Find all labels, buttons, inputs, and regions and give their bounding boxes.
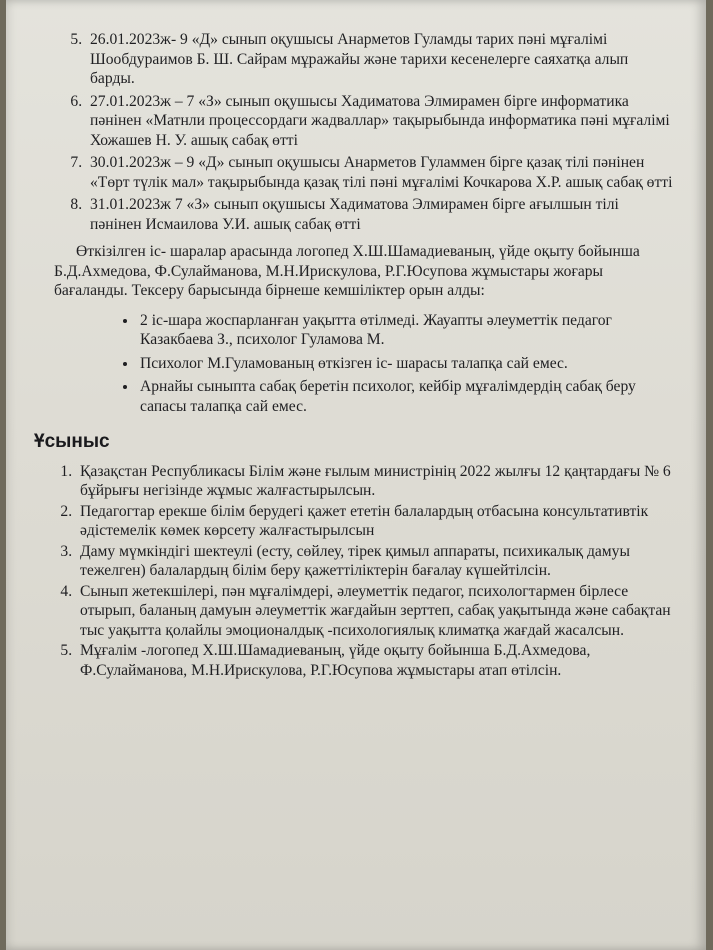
recommendations-heading: Ұсыныс	[34, 431, 110, 452]
list-item	[86, 153, 674, 192]
shortcoming-item: • Психолог М.Гуламованың өткізген іс- шарасы талапқа сай емес.	[138, 354, 674, 374]
document-body	[34, 30, 674, 681]
recommendation-item: 1. Қазақстан Республикасы Білім және ғылым министрінің 2022 жылғы 12 қаңтардағы № 6 бұйрығы негізінде жұмыс жалғастырылсын.	[76, 462, 674, 501]
recommendation-item: 3. Даму мүмкіндігі шектеулі (есту, сөйлеу, тірек қимыл аппараты, психикалық дамуы тежелген) балалардың білім беру қажеттіліктерін бағалау күшейтілсін.	[76, 542, 674, 581]
list-item	[86, 30, 674, 89]
event-text: 6. 27.01.2023ж – 7 «З» сынып оқушысы Хадиматова Элмирамен бірге информатика пәнінен «Матнли процессордаги жадваллар» тақырыбында информатика пәні мұғалімі Хожашев Н. У. ашық сабақ өтті	[90, 92, 670, 149]
event-text: 5. 26.01.2023ж- 9 «Д» сынып оқушысы Анарметов Гуламды тарих пәні мұғалімі Шообдураимов Б. Ш. Сайрам мұражайы және тарихи кесенелерге саяхатқа алып барды.	[90, 31, 629, 87]
shortcoming-item: • 2 іс-шара жоспарланған уақытта өтілмеді. Жауапты әлеуметтік педагог Казакбаева З., психолог Гуламова М.	[138, 311, 674, 350]
summary-paragraph: Өткізілген іс- шаралар арасында логопед Х.Ш.Шамадиеваның, үйде оқыту бойынша Б.Д.Ахмедова, Ф.Сулайманова, М.Н.Ирискулова, Р.Г.Юсупова жұмыстары жоғары бағаланды. Тексеру барысында бірнеше кемшіліктер орын алды:	[54, 243, 640, 299]
list-item	[86, 195, 674, 234]
recommendation-item: 5. Мұғалім -логопед Х.Ш.Шамадиеваның, үйде оқыту бойынша Б.Д.Ахмедова, Ф.Сулайманова, М.Н.Ирискулова, Р.Г.Юсупова жұмыстары атап өтілсін.	[76, 641, 674, 680]
shortcomings-list	[54, 311, 674, 417]
event-text: 8. 31.01.2023ж 7 «З» сынып оқушысы Хадиматова Элмирамен бірге ағылшын тілі пәнінен Исмаилова У.И. ашық сабақ өтті	[90, 196, 619, 233]
recommendation-item: 2. Педагогтар ерекше білім берудегі қажет ететін балалардың отбасына консультативтік әдістемелік көмек көрсету жалғастырылсын	[76, 502, 674, 541]
events-list	[54, 30, 674, 234]
recommendations-list	[54, 462, 674, 681]
document-page	[6, 0, 706, 950]
list-item	[86, 92, 674, 151]
event-text: 7. 30.01.2023ж – 9 «Д» сынып оқушысы Анарметов Гуламмен бірге қазақ тілі пәнінен «Төрт түлік мал» тақырыбында қазақ тілі пәні мұғалімі Кочкарова Х.Р. ашық сабақ өтті	[90, 154, 673, 191]
shortcoming-item: • Арнайы сыныпта сабақ беретін психолог, кейбір мұғалімдердің сабақ беру сапасы талапқа сай емес.	[138, 377, 674, 416]
recommendation-item: 4. Сынып жетекшілері, пән мұғалімдері, әлеуметтік педагог, психологтармен бірлесе отырып, баланың дамуын әлеуметтік жағдайын зерттеп, сабақ уақытында және сабақтан тыс уақытта қолайлы эмоционалдық -психологиялық климатқа жағдай жасалсын.	[76, 582, 674, 641]
